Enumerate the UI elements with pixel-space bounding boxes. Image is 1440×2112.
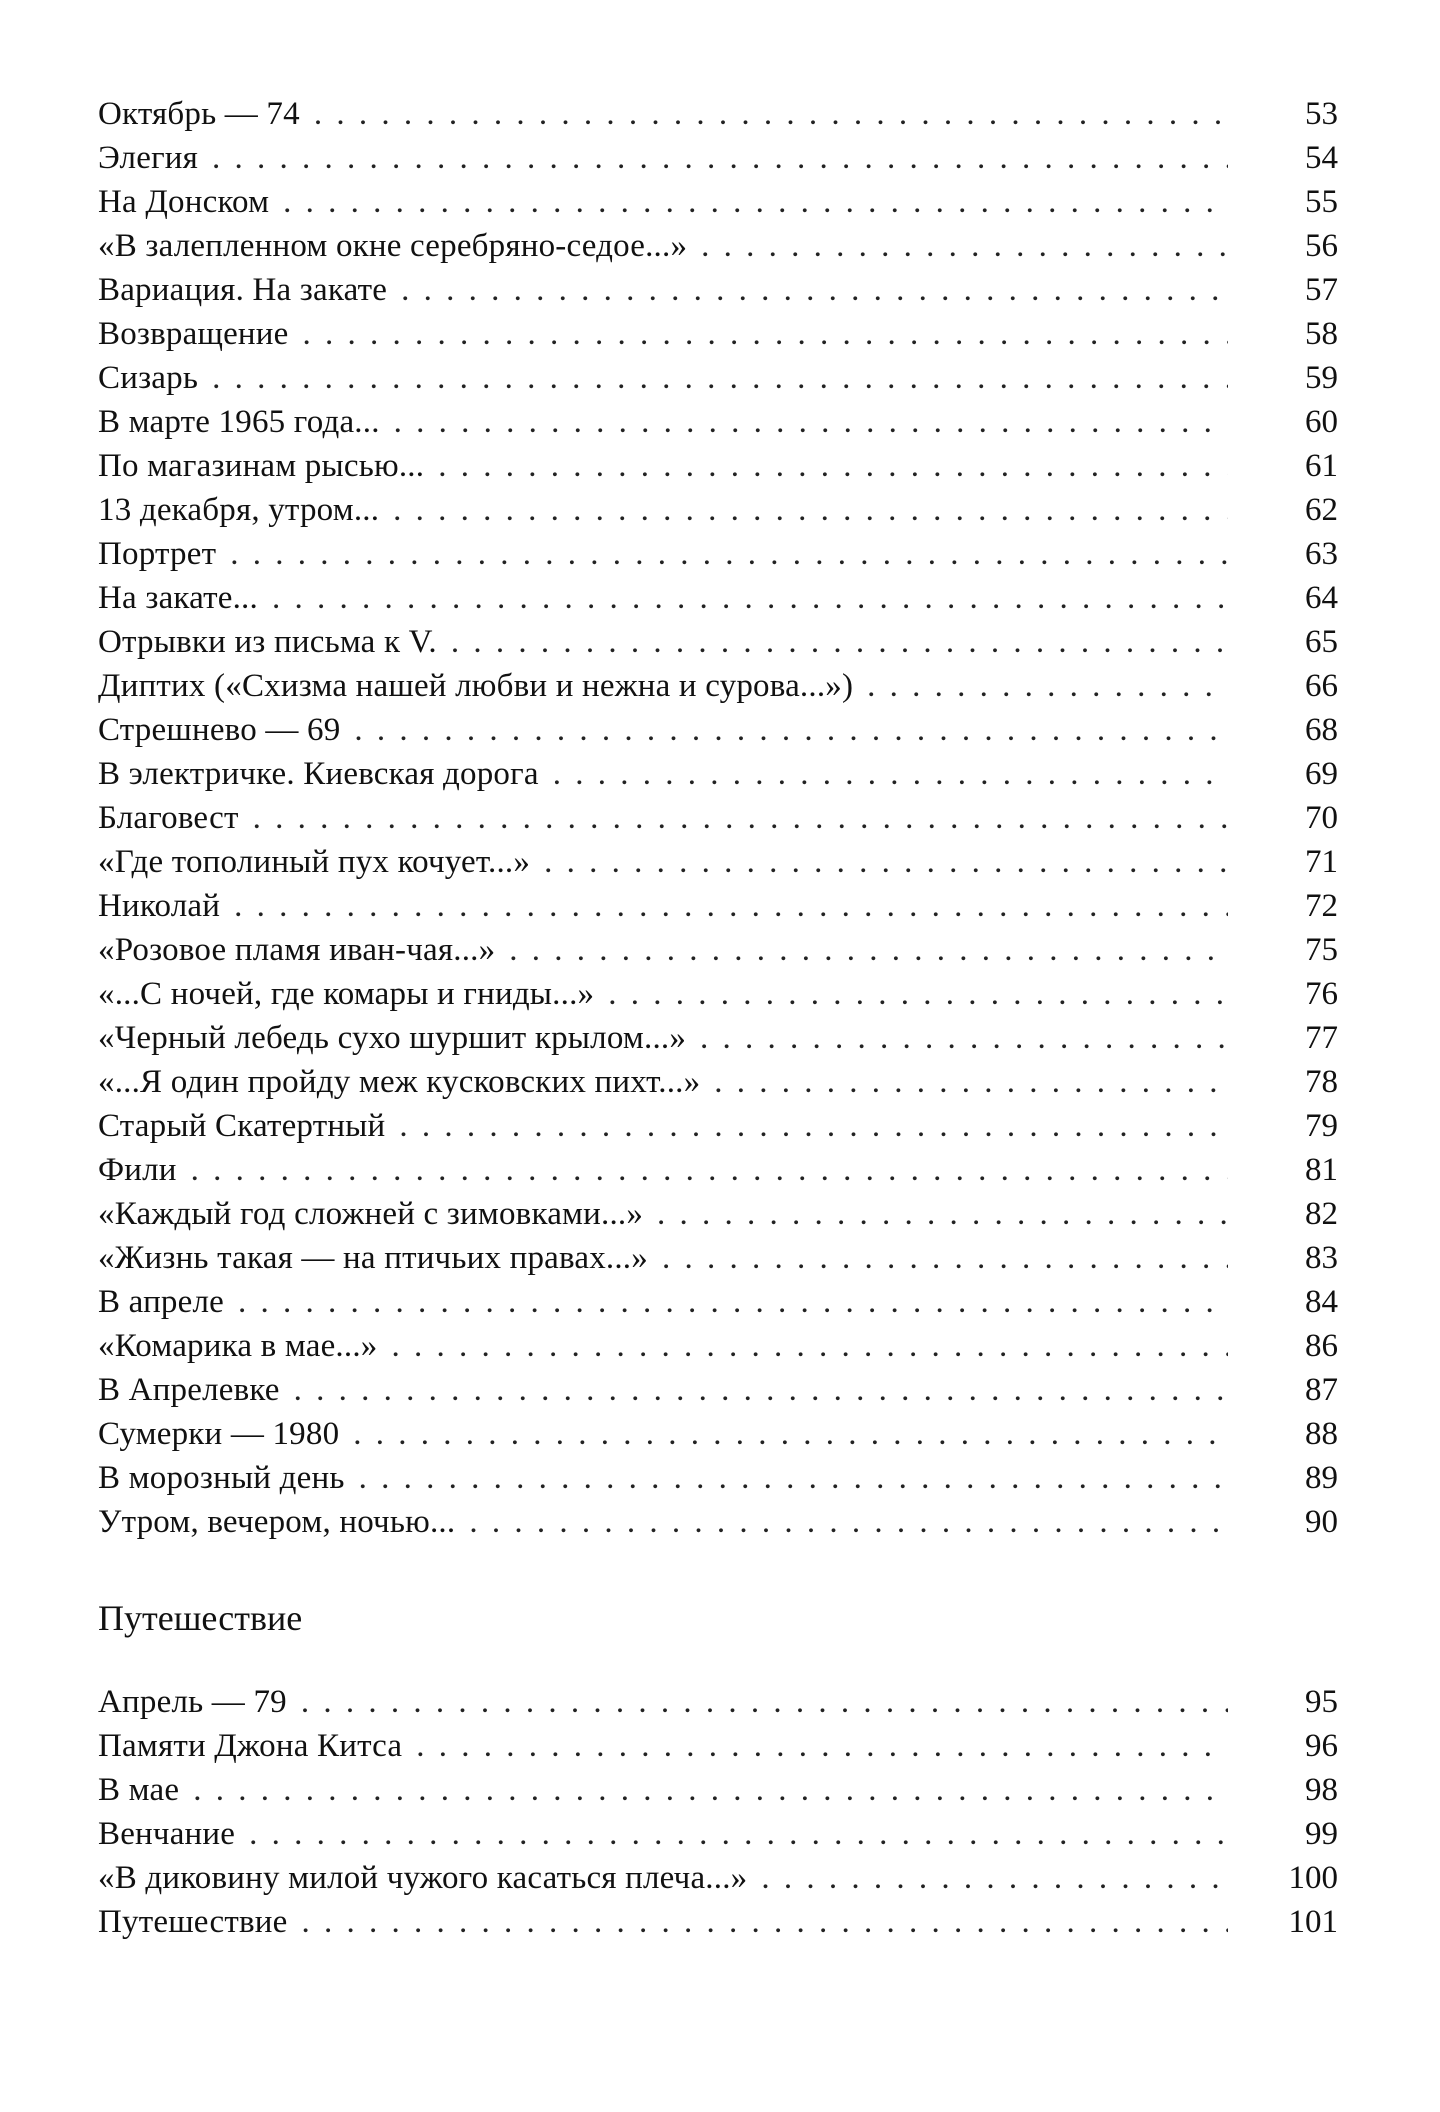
toc-entry [98, 1324, 1338, 1368]
toc-entry-title: В морозный день [98, 1460, 345, 1496]
toc-entry [98, 180, 1338, 224]
toc-entry-title: «Черный лебедь сухо шуршит крылом...» [98, 1020, 687, 1056]
dot-leader [401, 268, 1228, 312]
toc-entry-page-number: 59 [1305, 360, 1338, 396]
toc-entry [98, 444, 1338, 488]
toc-entry-page-number: 100 [1288, 1860, 1338, 1896]
section-heading: Путешествие [98, 1598, 303, 1638]
toc-entry-page-number: 53 [1305, 96, 1338, 132]
toc-entry-page-number: 82 [1305, 1196, 1338, 1232]
dot-leader [761, 1856, 1228, 1900]
toc-entry-title: «Где тополиный пух кочует...» [98, 844, 531, 880]
toc-entry-title: Элегия [98, 140, 199, 176]
toc-entry-title: Утром, вечером, ночью... [98, 1504, 456, 1540]
toc-entry-page-number: 89 [1305, 1460, 1338, 1496]
toc-entry [98, 1148, 1338, 1192]
toc-entry-title: На Донском [98, 184, 270, 220]
toc-entry [98, 840, 1338, 884]
toc-entry [98, 400, 1338, 444]
dot-leader [553, 752, 1228, 796]
toc-entry-page-number: 64 [1305, 580, 1338, 616]
toc-entry-page-number: 81 [1305, 1152, 1338, 1188]
toc-entry [98, 1280, 1338, 1324]
dot-leader [469, 1500, 1228, 1544]
toc-entry-page-number: 86 [1305, 1328, 1338, 1364]
toc-entry [98, 1680, 1338, 1724]
toc-entry [98, 1812, 1338, 1856]
toc-entry [98, 1724, 1338, 1768]
toc-entry-page-number: 55 [1305, 184, 1338, 220]
toc-entry-page-number: 87 [1305, 1372, 1338, 1408]
toc-entry [98, 1060, 1338, 1104]
dot-leader [394, 400, 1228, 444]
dot-leader [359, 1456, 1228, 1500]
dot-leader [272, 576, 1228, 620]
toc-entry-title: Сумерки — 1980 [98, 1416, 340, 1452]
dot-leader [544, 840, 1228, 884]
dot-leader [354, 708, 1228, 752]
table-of-contents-page [98, 92, 1338, 1944]
toc-entry-title: В мае [98, 1772, 180, 1808]
toc-entry [98, 1104, 1338, 1148]
toc-entry-page-number: 79 [1305, 1108, 1338, 1144]
toc-entry-title: Сизарь [98, 360, 199, 396]
toc-entry [98, 884, 1338, 928]
dot-leader [608, 972, 1228, 1016]
toc-entry-page-number: 88 [1305, 1416, 1338, 1452]
toc-entry-title: «Розовое пламя иван-чая...» [98, 932, 496, 968]
toc-entry-page-number: 76 [1305, 976, 1338, 1012]
toc-entry-page-number: 65 [1305, 624, 1338, 660]
toc-entry-page-number: 75 [1305, 932, 1338, 968]
toc-entry [98, 1456, 1338, 1500]
toc-entry [98, 92, 1338, 136]
toc-entry-title: На закате... [98, 580, 258, 616]
toc-entry [98, 356, 1338, 400]
toc-entry-title: Фили [98, 1152, 177, 1188]
toc-entry-page-number: 66 [1305, 668, 1338, 704]
toc-entry-title: Старый Скатертный [98, 1108, 386, 1144]
toc-list-part2 [98, 1680, 1338, 1944]
toc-entry [98, 1412, 1338, 1456]
toc-entry-title: В электричке. Киевская дорога [98, 756, 539, 792]
dot-leader [230, 532, 1228, 576]
toc-entry-page-number: 83 [1305, 1240, 1338, 1276]
dot-leader [212, 136, 1228, 180]
dot-leader [867, 664, 1228, 708]
toc-entry-page-number: 101 [1288, 1904, 1338, 1940]
toc-entry-title: Венчание [98, 1816, 236, 1852]
toc-entry [98, 136, 1338, 180]
toc-entry [98, 664, 1338, 708]
toc-entry [98, 1016, 1338, 1060]
toc-entry-page-number: 71 [1305, 844, 1338, 880]
dot-leader [353, 1412, 1228, 1456]
dot-leader [294, 1368, 1228, 1412]
toc-entry-title: Отрывки из письма к V. [98, 624, 437, 660]
toc-entry [98, 620, 1338, 664]
toc-entry-title: 13 декабря, утром... [98, 492, 380, 528]
toc-entry-title: Апрель — 79 [98, 1684, 287, 1720]
toc-entry [98, 752, 1338, 796]
dot-leader [393, 488, 1228, 532]
toc-entry-page-number: 63 [1305, 536, 1338, 572]
toc-entry-title: «Комарика в мае...» [98, 1328, 378, 1364]
dot-leader [657, 1192, 1228, 1236]
toc-entry-page-number: 99 [1305, 1816, 1338, 1852]
toc-entry-page-number: 78 [1305, 1064, 1338, 1100]
toc-entry-page-number: 98 [1305, 1772, 1338, 1808]
dot-leader [701, 224, 1228, 268]
dot-leader [283, 180, 1228, 224]
toc-entry-page-number: 61 [1305, 448, 1338, 484]
dot-leader [301, 1680, 1228, 1724]
toc-entry-page-number: 70 [1305, 800, 1338, 836]
toc-entry-page-number: 77 [1305, 1020, 1338, 1056]
toc-entry-title: «Каждый год сложней с зимовками...» [98, 1196, 644, 1232]
toc-entry [98, 1856, 1338, 1900]
toc-entry-title: Благовест [98, 800, 239, 836]
toc-entry-title: Возвращение [98, 316, 289, 352]
dot-leader [191, 1148, 1228, 1192]
dot-leader [416, 1724, 1228, 1768]
dot-leader [253, 796, 1228, 840]
toc-entry-title: Николай [98, 888, 221, 924]
toc-entry-title: По магазинам рысью... [98, 448, 425, 484]
toc-entry-page-number: 72 [1305, 888, 1338, 924]
toc-entry-page-number: 90 [1305, 1504, 1338, 1540]
toc-entry-title: «В диковину милой чужого касаться плеча...» [98, 1860, 748, 1896]
toc-entry-title: В Апрелевке [98, 1372, 280, 1408]
toc-entry-page-number: 54 [1305, 140, 1338, 176]
toc-entry-page-number: 95 [1305, 1684, 1338, 1720]
toc-entry-title: Октябрь — 74 [98, 96, 300, 132]
dot-leader [662, 1236, 1228, 1280]
toc-list-part1 [98, 92, 1338, 1544]
dot-leader [193, 1768, 1228, 1812]
dot-leader [234, 884, 1228, 928]
toc-entry-page-number: 96 [1305, 1728, 1338, 1764]
toc-entry-title: «Жизнь такая — на птичьих правах...» [98, 1240, 648, 1276]
toc-entry [98, 1192, 1338, 1236]
toc-entry-title: Диптих («Схизма нашей любви и нежна и сурова...») [98, 668, 854, 704]
dot-leader [714, 1060, 1228, 1104]
toc-entry [98, 1768, 1338, 1812]
dot-leader [249, 1812, 1228, 1856]
dot-leader [451, 620, 1228, 664]
toc-entry [98, 796, 1338, 840]
dot-leader [399, 1104, 1228, 1148]
dot-leader [238, 1280, 1228, 1324]
toc-entry [98, 312, 1338, 356]
toc-entry [98, 576, 1338, 620]
dot-leader [212, 356, 1228, 400]
toc-entry [98, 928, 1338, 972]
toc-entry-title: «...Я один пройду меж кусковских пихт...» [98, 1064, 701, 1100]
toc-entry [98, 268, 1338, 312]
toc-entry-page-number: 56 [1305, 228, 1338, 264]
toc-entry-title: В марте 1965 года... [98, 404, 380, 440]
dot-leader [509, 928, 1228, 972]
toc-entry [98, 1500, 1338, 1544]
toc-entry-title: Портрет [98, 536, 217, 572]
toc-entry-page-number: 62 [1305, 492, 1338, 528]
toc-entry [98, 1236, 1338, 1280]
dot-leader [301, 1900, 1228, 1944]
toc-entry-page-number: 60 [1305, 404, 1338, 440]
toc-entry [98, 224, 1338, 268]
toc-entry-title: Вариация. На закате [98, 272, 388, 308]
toc-entry-page-number: 84 [1305, 1284, 1338, 1320]
dot-leader [303, 312, 1229, 356]
toc-entry-page-number: 69 [1305, 756, 1338, 792]
dot-leader [700, 1016, 1228, 1060]
toc-entry-title: Путешествие [98, 1904, 288, 1940]
dot-leader [314, 92, 1228, 136]
toc-entry-page-number: 57 [1305, 272, 1338, 308]
toc-entry [98, 972, 1338, 1016]
toc-entry [98, 1368, 1338, 1412]
toc-entry-title: «...С ночей, где комары и гниды...» [98, 976, 595, 1012]
toc-entry-title: «В залепленном окне серебряно-седое...» [98, 228, 688, 264]
toc-entry-page-number: 58 [1305, 316, 1338, 352]
toc-entry [98, 708, 1338, 752]
toc-entry [98, 488, 1338, 532]
toc-entry-page-number: 68 [1305, 712, 1338, 748]
toc-entry-title: Стрешнево — 69 [98, 712, 341, 748]
toc-entry-title: В апреле [98, 1284, 224, 1320]
toc-entry-title: Памяти Джона Китса [98, 1728, 403, 1764]
toc-entry [98, 532, 1338, 576]
dot-leader [391, 1324, 1228, 1368]
dot-leader [438, 444, 1228, 488]
toc-entry [98, 1900, 1338, 1944]
